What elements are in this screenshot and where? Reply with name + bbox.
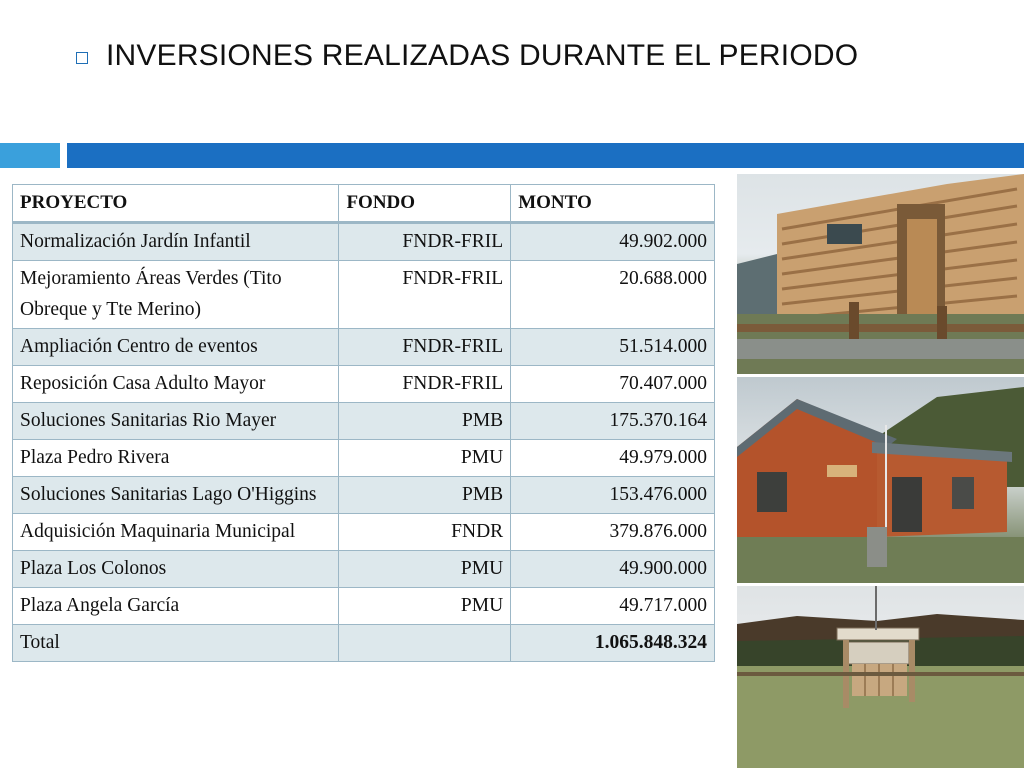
- total-fondo: [339, 625, 511, 662]
- cell-monto: 49.900.000: [511, 551, 715, 588]
- cell-monto: 49.979.000: [511, 440, 715, 477]
- square-bullet-icon: [76, 52, 88, 64]
- table-row: [13, 223, 715, 261]
- cell-proyecto: Soluciones Sanitarias Rio Mayer: [13, 403, 339, 440]
- cell-monto: 20.688.000: [511, 261, 715, 329]
- cell-monto: 175.370.164: [511, 403, 715, 440]
- header-monto: MONTO: [511, 185, 715, 223]
- table-row: [13, 329, 715, 366]
- cell-proyecto: Reposición Casa Adulto Mayor: [13, 366, 339, 403]
- cell-fondo: FNDR: [339, 514, 511, 551]
- cell-monto: 51.514.000: [511, 329, 715, 366]
- table-row: [13, 477, 715, 514]
- accent-bar-left: [0, 143, 60, 168]
- cell-fondo: FNDR-FRIL: [339, 223, 511, 261]
- table-row: [13, 366, 715, 403]
- cell-proyecto: Soluciones Sanitarias Lago O'Higgins: [13, 477, 339, 514]
- cell-proyecto: Adquisición Maquinaria Municipal: [13, 514, 339, 551]
- shingled-building-photo: [737, 377, 1024, 583]
- cell-fondo: PMB: [339, 403, 511, 440]
- cell-fondo: PMU: [339, 588, 511, 625]
- cell-monto: 379.876.000: [511, 514, 715, 551]
- cell-monto: 153.476.000: [511, 477, 715, 514]
- cell-monto: 49.717.000: [511, 588, 715, 625]
- cell-proyecto: Mejoramiento Áreas Verdes (Tito Obreque y Tte Merino): [13, 261, 339, 329]
- cell-proyecto: Plaza Angela García: [13, 588, 339, 625]
- table-row: [13, 261, 715, 329]
- cell-proyecto: Plaza Pedro Rivera: [13, 440, 339, 477]
- park-sign-photo: [737, 586, 1024, 768]
- header-fondo: FONDO: [339, 185, 511, 223]
- total-label: Total: [13, 625, 339, 662]
- cell-monto: 70.407.000: [511, 366, 715, 403]
- investments-table: [12, 184, 715, 662]
- cell-fondo: PMU: [339, 551, 511, 588]
- accent-bar-right: [67, 143, 1024, 168]
- cell-fondo: FNDR-FRIL: [339, 329, 511, 366]
- cell-proyecto: Plaza Los Colonos: [13, 551, 339, 588]
- cell-proyecto: Normalización Jardín Infantil: [13, 223, 339, 261]
- wooden-building-photo: [737, 174, 1024, 374]
- cell-fondo: PMU: [339, 440, 511, 477]
- table-header-row: [13, 185, 715, 223]
- cell-fondo: PMB: [339, 477, 511, 514]
- cell-proyecto: Ampliación Centro de eventos: [13, 329, 339, 366]
- cell-monto: 49.902.000: [511, 223, 715, 261]
- table-row: [13, 551, 715, 588]
- cell-fondo: FNDR-FRIL: [339, 366, 511, 403]
- cell-fondo: FNDR-FRIL: [339, 261, 511, 329]
- header-proyecto: PROYECTO: [13, 185, 339, 223]
- slide-header: [76, 36, 858, 76]
- table-row: [13, 588, 715, 625]
- table-row: [13, 403, 715, 440]
- total-row: [13, 625, 715, 662]
- total-monto: 1.065.848.324: [511, 625, 715, 662]
- table-row: [13, 514, 715, 551]
- table-row: [13, 440, 715, 477]
- slide-title: INVERSIONES REALIZADAS DURANTE EL PERIODO: [106, 39, 859, 72]
